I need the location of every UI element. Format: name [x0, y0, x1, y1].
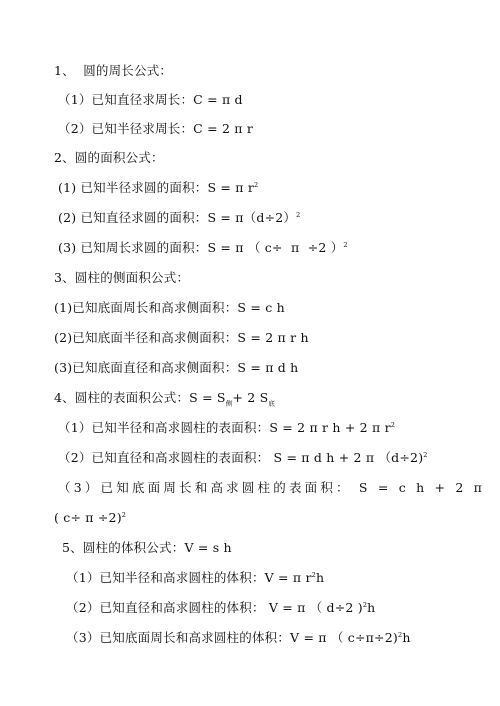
formula-surface-radius: （1）已知半径和高求圆柱的表面积：S = 2 π r h + 2 π $r^2$: [58, 420, 396, 435]
formula-lateral-diameter: (3)已知底面直径和高求侧面积：S = π d h: [54, 360, 299, 375]
formula-volume-radius: （1）已知半径和高求圆柱的体积：V = π $r^2h$: [66, 570, 325, 585]
heading-circumference: 1、 圆的周长公式：: [54, 63, 173, 78]
formula-area-diameter: (2) 已知直径求圆的面积：$S = \pi(d\div 2)^2$: [58, 210, 301, 225]
formula-circumference-radius: （2）已知半径求周长：C = 2 π r: [58, 121, 254, 136]
formula-surface-diameter: （2）已知直径和高求圆柱的表面积： S = π d h + 2 π （d÷2)$^2$: [58, 450, 428, 465]
formula-surface-circumference-continued: ( c÷ π ÷2)$^2$: [54, 510, 127, 525]
formula-area-radius: (1) 已知半径求圆的面积：S = π $r^2$: [58, 180, 259, 195]
heading-cylinder-volume: 5、圆柱的体积公式：V = s h: [62, 540, 232, 555]
heading-cylinder-surface-area: 4、圆柱的表面积公式：$S = S_侧+ 2$ $S_底$: [54, 390, 276, 408]
formula-circumference-diameter: （1）已知直径求周长：C = π d: [58, 92, 243, 107]
heading-circle-area: 2、圆的面积公式：: [54, 150, 164, 165]
formula-volume-circumference: （3）已知底面周长和高求圆柱的体积：V = π （ c÷π÷2)$^2$h: [66, 630, 411, 645]
formula-volume-diameter: （2）已知直径和高求圆柱的体积： V = π （ d÷2 )$^2$h: [66, 600, 376, 615]
formula-lateral-circumference: (1)已知底面周长和高求侧面积：S = c h: [54, 300, 285, 315]
formula-lateral-radius: (2)已知底面半径和高求侧面积：S = 2 π r h: [54, 330, 309, 345]
formula-area-circumference: (3) 已知周长求圆的面积：S = π （ c÷ π ÷2 ）$^2$: [58, 240, 348, 255]
heading-cylinder-lateral-area: 3、圆柱的侧面积公式：: [54, 270, 190, 285]
formula-surface-circumference: （3）已知底面周长和高求圆柱的表面积： S = c h + 2 π: [58, 480, 486, 495]
